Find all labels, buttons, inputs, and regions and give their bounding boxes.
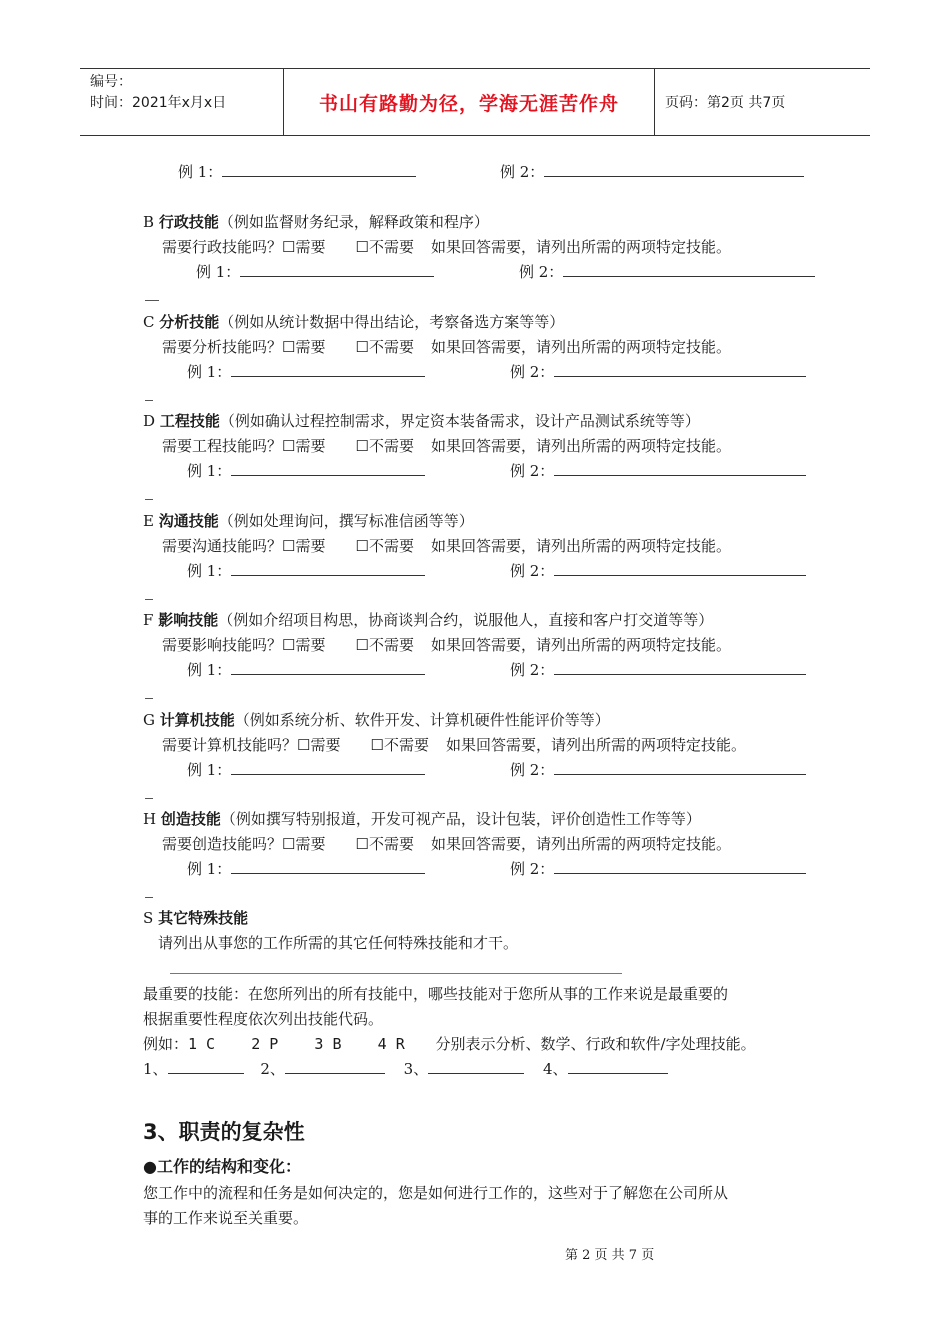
example1-row <box>187 760 425 780</box>
example2-label: 例 2： <box>510 761 555 779</box>
example2-label: 例 2： <box>510 562 555 580</box>
not-need-checkbox[interactable]: ☐ <box>355 835 369 853</box>
skill-question: 需要计算机技能吗？ <box>162 736 298 754</box>
example2-label: 例 2： <box>510 860 555 878</box>
skill-heading <box>143 610 713 630</box>
blank2-label: 2、 <box>260 1060 285 1078</box>
skill-question: 需要工程技能吗？ <box>162 437 283 455</box>
skill-heading <box>143 710 610 730</box>
skill-title: 行政技能 <box>158 213 219 231</box>
skill-question: 需要创造技能吗？ <box>162 835 283 853</box>
example1-label: 例 1： <box>187 363 232 381</box>
separator-dash <box>145 698 153 699</box>
example2-blank[interactable] <box>544 162 804 177</box>
blank2-field[interactable] <box>285 1059 385 1074</box>
example1-label: 例 1： <box>187 562 232 580</box>
not-need-label: 不需要 <box>368 636 414 654</box>
not-need-checkbox[interactable]: ☐ <box>355 636 369 654</box>
blank3-label: 3、 <box>403 1060 429 1078</box>
example1-label: 例 1： <box>187 462 232 480</box>
not-need-label: 不需要 <box>368 338 414 356</box>
separator-dash <box>145 599 153 600</box>
skill-code: E <box>143 512 154 530</box>
example2-blank[interactable] <box>563 262 815 277</box>
header-motto: 书山有路勤为径，学海无涯苦作舟 <box>283 69 655 135</box>
skill-question: 需要影响技能吗？ <box>162 636 283 654</box>
time-label: 时间：2021年x月x日 <box>90 95 227 111</box>
example1-row <box>187 461 425 481</box>
not-need-label: 不需要 <box>368 437 414 455</box>
skill-code: C <box>143 313 155 331</box>
important-example-note: 分别表示分析、数学、行政和软件/字处理技能。 <box>435 1035 756 1053</box>
example1-label: 例 1： <box>178 163 223 181</box>
skill-title: 工程技能 <box>159 412 220 430</box>
important-text-line1: 最重要的技能：在您所列出的所有技能中，哪些技能对于您所从事的工作来说是最重要的 <box>143 985 729 1003</box>
example1-blank[interactable] <box>231 660 425 675</box>
skill-heading <box>143 411 700 431</box>
not-need-checkbox[interactable]: ☐ <box>355 238 369 256</box>
special-skill-blank[interactable] <box>170 973 622 974</box>
blank1-label: 1、 <box>143 1060 168 1078</box>
skill-code: G <box>143 711 155 729</box>
skill-title: 创造技能 <box>160 810 221 828</box>
separator-dash <box>145 400 153 401</box>
if-need-instruction: 如果回答需要，请列出所需的两项特定技能。 <box>445 736 746 754</box>
skill-question-row <box>162 237 731 257</box>
example2-label: 例 2： <box>510 363 555 381</box>
skill-description: （例如系统分析、软件开发、计算机硬件性能评价等等） <box>234 711 610 729</box>
skill-description: （例如撰写特别报道，开发可视产品，设计包装，评价创造性工作等等） <box>220 810 701 828</box>
blank1-field[interactable] <box>168 1059 244 1074</box>
example2-row <box>510 362 806 382</box>
skill-question-row <box>162 834 731 854</box>
example1-blank[interactable] <box>231 859 425 874</box>
need-checkbox[interactable]: ☐ <box>282 238 296 256</box>
skill-code: F <box>143 611 154 629</box>
important-blanks <box>143 1059 668 1079</box>
not-need-checkbox[interactable]: ☐ <box>355 338 369 356</box>
need-checkbox[interactable]: ☐ <box>282 437 296 455</box>
skill-question: 需要分析技能吗？ <box>162 338 283 356</box>
skill-code: D <box>143 412 156 430</box>
example1-row <box>187 660 425 680</box>
need-label: 需要 <box>295 835 326 853</box>
example1-blank[interactable] <box>222 162 416 177</box>
important-example-codes: 例如：1 C 2 P 3 B 4 R <box>143 1035 405 1053</box>
need-checkbox[interactable]: ☐ <box>282 537 296 555</box>
example2-blank[interactable] <box>554 561 806 576</box>
example1-label: 例 1： <box>196 263 241 281</box>
not-need-label: 不需要 <box>368 537 414 555</box>
skill-description: （例如监督财务纪录，解释政策和程序） <box>218 213 489 231</box>
example1-row <box>187 561 425 581</box>
blank4-label: 4、 <box>542 1060 568 1078</box>
section3-heading: 3、职责的复杂性 <box>143 1120 305 1144</box>
example2-blank[interactable] <box>554 760 806 775</box>
not-need-label: 不需要 <box>368 238 414 256</box>
skill-heading <box>143 212 489 232</box>
skill-description: （例如介绍项目构思，协商谈判合约，说服他人，直接和客户打交道等等） <box>218 611 714 629</box>
blank3-field[interactable] <box>428 1059 524 1074</box>
section3-subheading: ●工作的结构和变化： <box>143 1157 301 1176</box>
skill-title: 计算机技能 <box>159 711 235 729</box>
example-row-top <box>178 162 416 182</box>
example2-label: 例 2： <box>500 163 545 181</box>
skill-question-row <box>162 536 731 556</box>
important-text-line2: 根据重要性程度依次列出技能代码。 <box>143 1010 384 1028</box>
special-skill-heading <box>143 908 248 928</box>
special-skill-code: S <box>143 909 154 927</box>
need-checkbox[interactable]: ☐ <box>297 736 311 754</box>
need-label: 需要 <box>310 736 341 754</box>
skill-description: （例如确认过程控制需求，界定资本装备需求，设计产品测试系统等等） <box>219 412 700 430</box>
example2-row <box>510 461 806 481</box>
separator-dash <box>145 499 153 500</box>
need-checkbox[interactable]: ☐ <box>282 338 296 356</box>
need-label: 需要 <box>295 238 326 256</box>
example2-row <box>510 760 806 780</box>
need-label: 需要 <box>295 636 326 654</box>
example1-blank[interactable] <box>231 362 425 377</box>
example1-row <box>187 859 425 879</box>
separator-dash <box>145 798 153 799</box>
if-need-instruction: 如果回答需要，请列出所需的两项特定技能。 <box>430 636 731 654</box>
example2-label: 例 2： <box>510 661 555 679</box>
skill-heading <box>143 312 564 332</box>
example1-label: 例 1： <box>187 661 232 679</box>
example1-row <box>196 262 434 282</box>
need-checkbox[interactable]: ☐ <box>282 835 296 853</box>
skill-code: B <box>143 213 155 231</box>
skill-title: 分析技能 <box>159 313 220 331</box>
example2-label: 例 2： <box>510 462 555 480</box>
if-need-instruction: 如果回答需要，请列出所需的两项特定技能。 <box>430 238 731 256</box>
special-skill-prompt: 请列出从事您的工作所需的其它任何特殊技能和才干。 <box>158 934 519 952</box>
example2-blank[interactable] <box>554 660 806 675</box>
skill-question: 需要沟通技能吗？ <box>162 537 283 555</box>
need-label: 需要 <box>295 537 326 555</box>
example2-row <box>510 859 806 879</box>
example1-blank[interactable] <box>231 461 425 476</box>
skill-title: 影响技能 <box>158 611 219 629</box>
if-need-instruction: 如果回答需要，请列出所需的两项特定技能。 <box>430 537 731 555</box>
skill-title: 沟通技能 <box>158 512 219 530</box>
example1-blank[interactable] <box>231 561 425 576</box>
skill-question: 需要行政技能吗？ <box>162 238 283 256</box>
header-meta <box>80 69 283 135</box>
skill-description: （例如处理询问，撰写标准信函等等） <box>218 512 474 530</box>
example1-label: 例 1： <box>187 761 232 779</box>
page-header <box>80 68 870 136</box>
separator-dash <box>145 897 153 898</box>
example1-blank[interactable] <box>231 760 425 775</box>
blank4-field[interactable] <box>568 1059 668 1074</box>
skill-question-row <box>162 635 731 655</box>
example1-label: 例 1： <box>187 860 232 878</box>
not-need-label: 不需要 <box>368 835 414 853</box>
example2-blank[interactable] <box>554 461 806 476</box>
example2-row <box>510 660 806 680</box>
header-page-info: 页码：第2页 共7页 <box>665 95 786 111</box>
skill-question-row <box>162 436 731 456</box>
example2-label: 例 2： <box>519 263 564 281</box>
skill-question-row <box>162 735 746 755</box>
not-need-checkbox[interactable]: ☐ <box>355 437 369 455</box>
example-row-top-2 <box>500 162 804 182</box>
example1-blank[interactable] <box>240 262 434 277</box>
special-skill-title: 其它特殊技能 <box>158 909 249 927</box>
section3-para-line2: 事的工作来说至关重要。 <box>143 1209 309 1227</box>
skill-code: H <box>143 810 157 828</box>
not-need-checkbox[interactable]: ☐ <box>355 537 369 555</box>
section3-para-line1: 您工作中的流程和任务是如何决定的，您是如何进行工作的，这些对于了解您在公司所从 <box>143 1184 729 1202</box>
not-need-checkbox[interactable]: ☐ <box>370 736 384 754</box>
separator-dash <box>145 300 159 301</box>
important-example <box>143 1034 756 1054</box>
example2-blank[interactable] <box>554 859 806 874</box>
skill-heading <box>143 511 474 531</box>
skill-description: （例如从统计数据中得出结论，考察备选方案等等） <box>219 313 565 331</box>
not-need-label: 不需要 <box>383 736 429 754</box>
example2-blank[interactable] <box>554 362 806 377</box>
need-label: 需要 <box>295 338 326 356</box>
need-label: 需要 <box>295 437 326 455</box>
skill-heading <box>143 809 701 829</box>
if-need-instruction: 如果回答需要，请列出所需的两项特定技能。 <box>430 338 731 356</box>
example1-row <box>187 362 425 382</box>
number-label: 编号： <box>90 74 132 90</box>
if-need-instruction: 如果回答需要，请列出所需的两项特定技能。 <box>430 835 731 853</box>
if-need-instruction: 如果回答需要，请列出所需的两项特定技能。 <box>430 437 731 455</box>
page-footer: 第 2 页 共 7 页 <box>565 1248 655 1263</box>
need-checkbox[interactable]: ☐ <box>282 636 296 654</box>
example2-row <box>510 561 806 581</box>
example2-row <box>519 262 815 282</box>
skill-question-row <box>162 337 731 357</box>
